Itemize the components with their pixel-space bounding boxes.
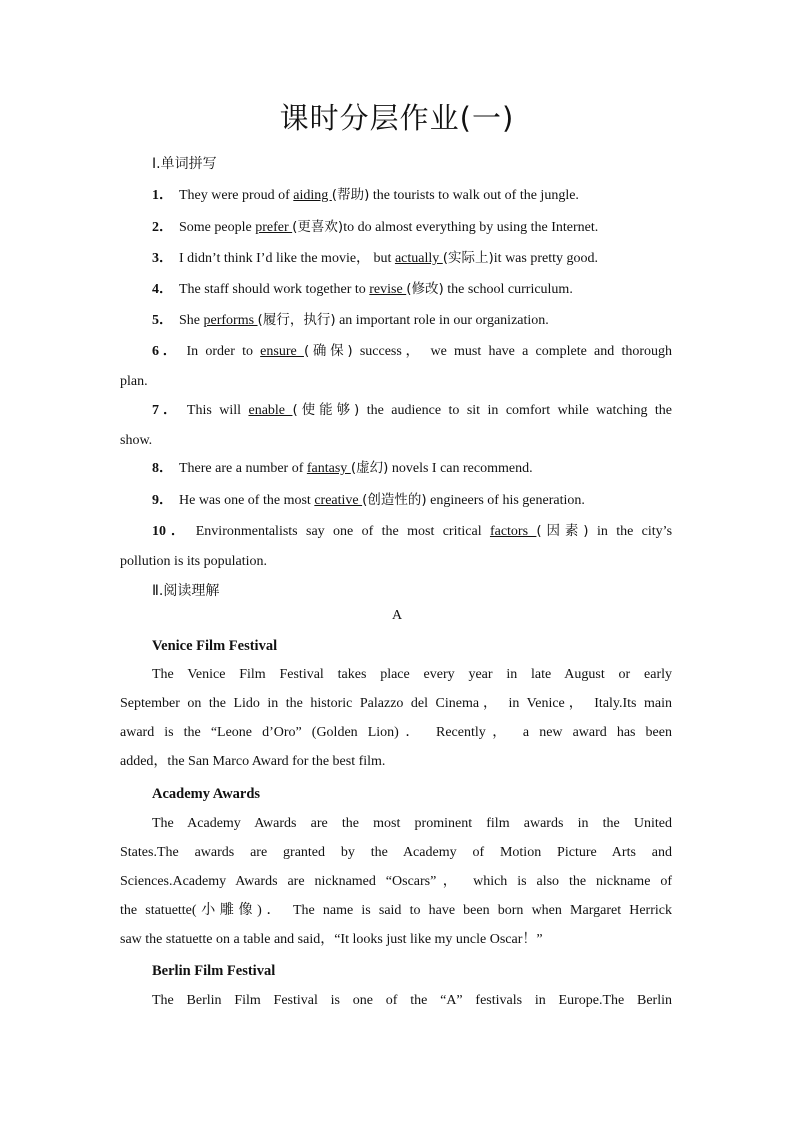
page-title: 课时分层作业(一): [279, 101, 515, 135]
answer: creative: [314, 493, 363, 508]
spelling-item-6: 6． In order to ensure (确保) success， we must have a complete and thorough plan.: [120, 343, 673, 389]
article-heading-berlin: Berlin Film Festival: [152, 963, 276, 979]
spelling-item-10: 10． Environmentalists say one of the most critical factors (因素) in the city’s pollution is its population.: [120, 523, 673, 569]
spelling-item-9: 9． He was one of the most creative (创造性的) engineers of his generation.: [152, 492, 585, 508]
spelling-item-3: 3． I didn’t think I’d like the movie， but actually (实际上)it was pretty good.: [152, 250, 599, 266]
answer: fantasy: [306, 461, 351, 476]
answer: ensure: [260, 344, 304, 359]
answer: revise: [369, 282, 407, 297]
text-line: September on the Lido in the historic Palazzo del Cinema， in Venice， Italy.Its main: [120, 696, 672, 711]
answer: actually: [394, 251, 443, 266]
article-body-academy: [120, 809, 672, 954]
text-line: the statuette(小雕像)． The name is said to have been born when Margaret Herrick: [120, 903, 672, 918]
section-heading-reading: Ⅱ.阅读理解: [152, 583, 220, 599]
text-line: The Academy Awards are the most prominent film awards in the United: [152, 816, 672, 831]
answer: factors: [489, 524, 537, 539]
article-body-venice: [120, 660, 672, 776]
text-line: The Berlin Film Festival is one of the “A” festivals in Europe.The Berlin: [152, 993, 672, 1008]
passage-letter: A: [391, 608, 403, 623]
text-line: Sciences.Academy Awards are nicknamed “Oscars”， which is also the nickname of: [120, 874, 672, 889]
text-line: States.The awards are granted by the Academy of Motion Picture Arts and: [120, 845, 672, 860]
spelling-item-5: 5． She performs (履行，执行) an important role in our organization.: [152, 312, 549, 328]
article-heading-venice: Venice Film Festival: [152, 638, 278, 654]
spelling-item-4: 4． The staff should work together to revise (修改) the school curriculum.: [152, 281, 573, 297]
article-body-berlin: [120, 986, 672, 1015]
text-line: saw the statuette on a table and said，“It looks just like my uncle Oscar！”: [120, 932, 543, 947]
article-heading-academy: Academy Awards: [152, 786, 261, 802]
answer: aiding: [293, 188, 332, 203]
text-line: award is the “Leone d’Oro” (Golden Lion)． Recently， a new award has been: [120, 725, 672, 740]
text-line: added，the San Marco Award for the best film.: [120, 754, 386, 769]
section-heading-spelling: Ⅰ.单词拼写: [152, 156, 217, 172]
spelling-item-7: 7． This will enable (使能够) the audience to sit in comfort while watching the show.: [120, 402, 673, 448]
spelling-item-8: 8． There are a number of fantasy (虚幻) novels I can recommend.: [152, 460, 533, 476]
answer: prefer: [255, 220, 293, 235]
answer: enable: [248, 403, 293, 418]
spelling-item-2: 2． Some people prefer (更喜欢)to do almost everything by using the Internet.: [152, 219, 599, 235]
text-line: The Venice Film Festival takes place every year in late August or early: [152, 667, 672, 682]
spelling-item-1: 1． They were proud of aiding (帮助) the tourists to walk out of the jungle.: [152, 187, 579, 203]
answer: performs: [203, 313, 258, 328]
